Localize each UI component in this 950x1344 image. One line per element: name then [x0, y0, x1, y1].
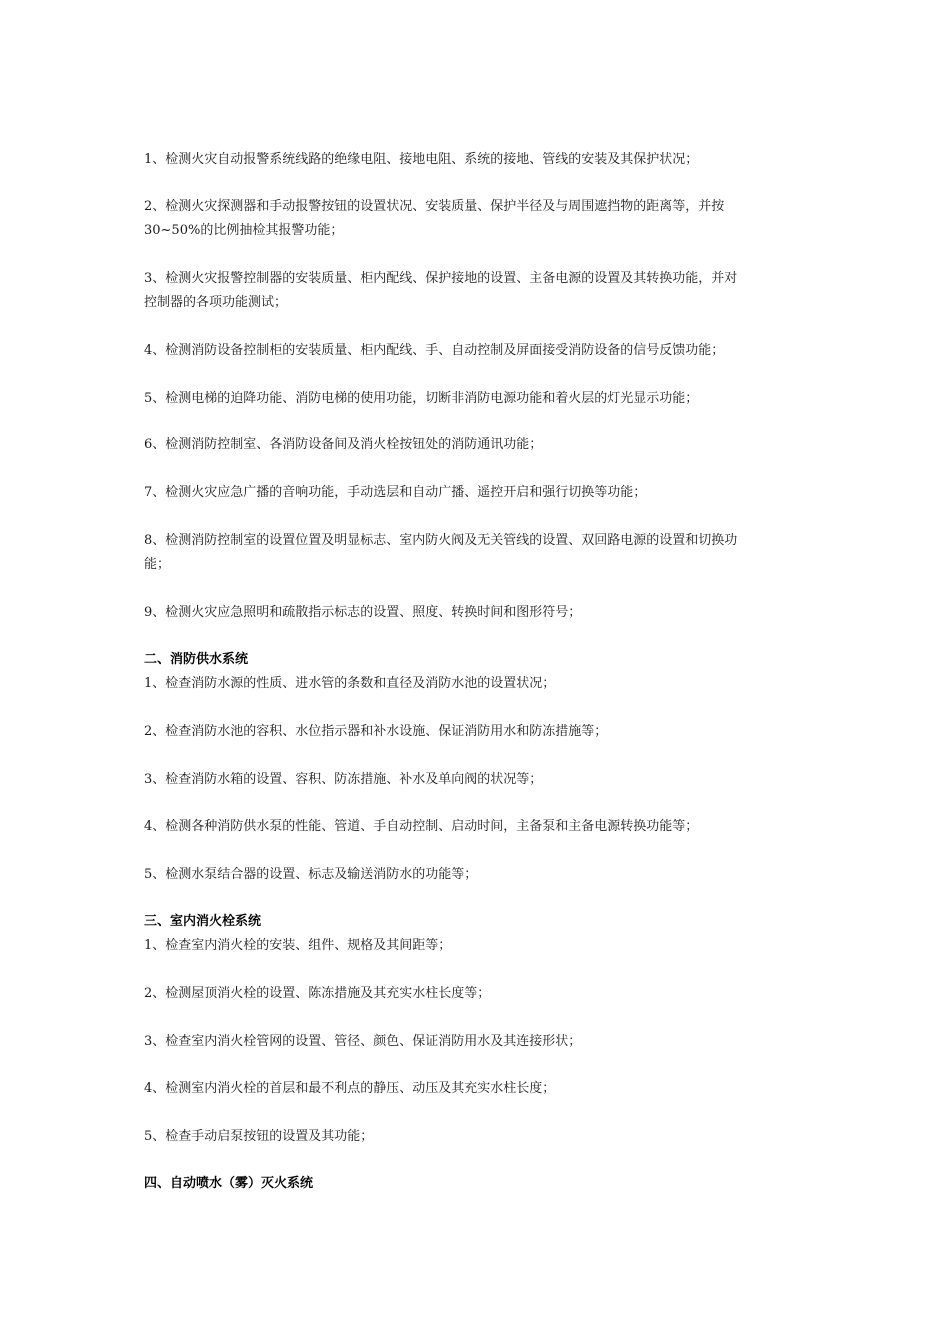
paragraph-line: 5、检查手动启泵按钮的设置及其功能；	[144, 1129, 374, 1144]
paragraph-line: 7、检测火灾应急广播的音响功能，手动选层和自动广播、遥控开启和强行切换等功能；	[144, 485, 647, 500]
section-heading: 二、消防供水系统	[144, 652, 249, 667]
section-heading: 三、室内消火栓系统	[144, 914, 262, 929]
paragraph-line: 5、检测水泵结合器的设置、标志及输送消防水的功能等；	[144, 867, 478, 882]
paragraph-line: 2、检测火灾探测器和手动报警按钮的设置状况、安装质量、保护半径及与周围遮挡物的距离等，并按	[144, 199, 725, 214]
paragraph-line: 8、检测消防控制室的设置位置及明显标志、室内防火阀及无关管线的设置、双回路电源的设置和切换功	[144, 533, 738, 548]
paragraph-line: 控制器的各项功能测试；	[144, 295, 288, 310]
paragraph-line: 4、检测室内消火栓的首层和最不利点的静压、动压及其充实水柱长度；	[144, 1081, 556, 1096]
paragraph-line: 3、检查室内消火栓管网的设置、管径、颜色、保证消防用水及其连接形状；	[144, 1034, 582, 1049]
paragraph-line: 1、检测火灾自动报警系统线路的绝缘电阻、接地电阻、系统的接地、管线的安装及其保护状况；	[144, 152, 699, 167]
paragraph-line: 5、检测电梯的迫降功能、消防电梯的使用功能，切断非消防电源功能和着火层的灯光显示功能；	[144, 391, 699, 406]
paragraph-line: 4、检测各种消防供水泵的性能、管道、手自动控制、启动时间，主备泵和主备电源转换功能等；	[144, 819, 699, 834]
paragraph-line: 9、检测火灾应急照明和疏散指示标志的设置、照度、转换时间和图形符号；	[144, 605, 582, 620]
paragraph-line: 2、检测屋顶消火栓的设置、陈冻措施及其充实水柱长度等；	[144, 986, 491, 1001]
paragraph-line: 3、检查消防水箱的设置、容积、防冻措施、补水及单向阀的状况等；	[144, 772, 543, 787]
paragraph-line: 30~50%的比例抽检其报警功能；	[144, 223, 344, 238]
section-heading: 四、自动喷水（雾）灭火系统	[144, 1176, 314, 1191]
document-page	[144, 0, 808, 1344]
paragraph-line: 1、检查室内消火栓的安装、组件、规格及其间距等；	[144, 938, 452, 953]
paragraph-line: 2、检查消防水池的容积、水位指示器和补水设施、保证消防用水和防冻措施等；	[144, 724, 608, 739]
paragraph-line: 能；	[144, 557, 171, 572]
paragraph-line: 3、检测火灾报警控制器的安装质量、柜内配线、保护接地的设置、主备电源的设置及其转换功能，并对	[144, 271, 738, 286]
paragraph-line: 4、检测消防设备控制柜的安装质量、柜内配线、手、自动控制及屏面接受消防设备的信号反馈功能；	[144, 343, 725, 358]
paragraph-line: 1、检查消防水源的性质、进水管的条数和直径及消防水池的设置状况；	[144, 676, 556, 691]
paragraph-line: 6、检测消防控制室、各消防设备间及消火栓按钮处的消防通讯功能；	[144, 437, 543, 452]
